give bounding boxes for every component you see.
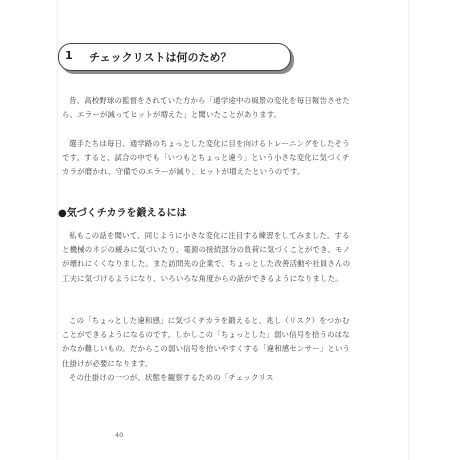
section-number: 1	[65, 49, 73, 62]
page-number: 40	[115, 431, 124, 439]
paragraph-practice: 私もこの話を聞いて、同じように小さな変化に注目する練習をしてみました。すると機械のネジの緩みに気づいたり、電源の接続部分の負荷に気づくことができ、モノが壊れにくくなりました。また訪問先の企業で、ちょっとした改善活動や社員さんの工夫に気づけるようになり、いろいろな角度からの話ができるようになりました。	[62, 231, 351, 283]
section-header	[58, 43, 291, 71]
paragraph-checklist: その仕掛けの一つが、状態を観察するための「チェックリス	[69, 373, 274, 382]
section-title: チェックリストは何のため？	[89, 51, 232, 64]
subheading: ●気づくチカラを鍛えるには	[58, 208, 187, 219]
paragraph-players: 選手たちは毎日、通学路のちょっとした変化に目を向けるトレーニングをしたそうです。すると、試合の中でも「いつもとちょっと違う」という小さな変化に気づくチカラが磨かれ、守備でのエラーが減り、ヒットが増えたというのです。	[62, 139, 350, 177]
paragraph-sensor: この「ちょっとした違和感」に気づくチカラを鍛えると、兆し（リスク）をつかむことができるようになるのです。しかしこの「ちょっとした」弱い信号を拾うのはなかなか難しいもの。だからこの弱い信号を拾いやすくする「違和感センサー」という仕掛けが必要になります。	[62, 316, 351, 368]
paragraph-intro: 昔、高校野球の監督をされていた方から「通学途中の風景の変化を毎日報告させたら、エラーが減ってヒットが増えた」と聞いたことがあります。	[62, 96, 350, 120]
